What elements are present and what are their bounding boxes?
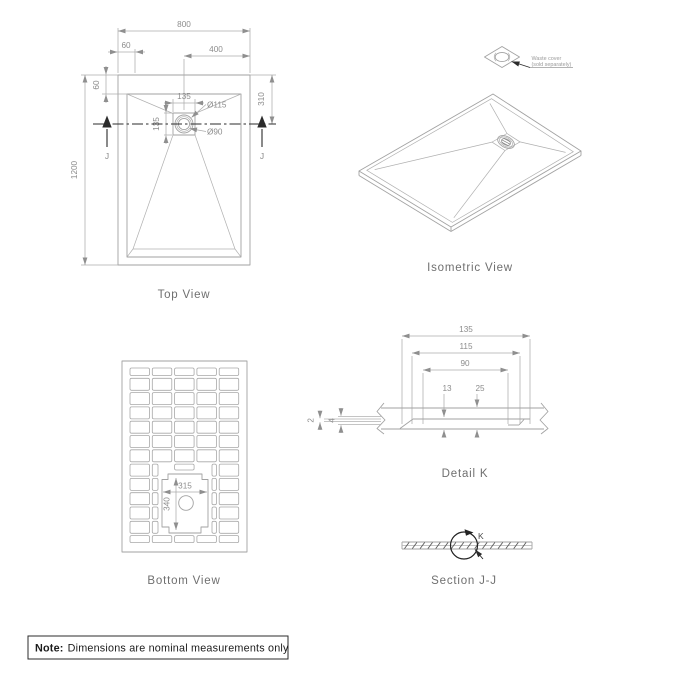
rib [175, 378, 195, 390]
rib [212, 521, 216, 533]
dim-310 [250, 75, 276, 124]
rib [130, 493, 150, 505]
note-text [35, 643, 289, 655]
dim-k13-label: 13 [442, 384, 452, 393]
rib [152, 393, 172, 405]
dim-1200-label: 1200 [70, 160, 79, 180]
rib [219, 464, 239, 476]
dim-k-2 [307, 411, 321, 431]
detail-letter-k: K [478, 531, 484, 541]
section-letter-left: J [104, 151, 110, 161]
dim-400-label: 400 [209, 45, 223, 54]
rib [212, 507, 216, 519]
rib [152, 450, 172, 462]
dim-60-horizontal [108, 41, 145, 73]
rib [212, 493, 216, 505]
rib [152, 407, 172, 419]
rib [197, 378, 217, 390]
rib [175, 536, 195, 543]
rib [175, 436, 195, 448]
rib [197, 536, 217, 543]
rib [130, 521, 150, 533]
rib [152, 521, 158, 533]
rib [219, 436, 239, 448]
rib [197, 421, 217, 433]
dim-k-90 [423, 359, 508, 370]
rib [130, 436, 150, 448]
rib [212, 464, 216, 476]
note-prefix: Note: [35, 642, 64, 655]
dim-k4-label: 4 [327, 418, 337, 423]
rib [152, 378, 172, 390]
dim-k2-label: 2 [306, 418, 316, 423]
waste-cover-plate [485, 47, 520, 68]
rib [219, 407, 239, 419]
drain-hole [179, 496, 194, 511]
dim-k-135 [402, 325, 530, 336]
rib [130, 450, 150, 462]
dim-340-label: 340 [162, 497, 172, 511]
section-arrow-left [102, 116, 111, 128]
note-body: Dimensions are nominal measurements only [67, 642, 289, 655]
iso-outer-edge [359, 94, 581, 227]
rib [152, 464, 158, 476]
rib [152, 507, 158, 519]
detail-k-pointer-arrow [475, 550, 483, 560]
rib [152, 478, 158, 490]
dim-k25-label: 25 [475, 384, 485, 393]
rib [130, 421, 150, 433]
section-line-jj [93, 116, 276, 162]
rib [219, 478, 239, 490]
dim-315-label: 315 [178, 481, 192, 491]
section-arrow-right [257, 116, 266, 128]
rib [152, 493, 158, 505]
dia-115-label: Ø115 [207, 100, 227, 110]
top-view-title: Top View [157, 289, 211, 301]
isometric-view-title: Isometric View [427, 262, 513, 274]
rib [197, 368, 217, 376]
note-box [28, 636, 289, 659]
rib [197, 450, 217, 462]
dim-k90-label: 90 [460, 359, 470, 368]
rib [175, 407, 195, 419]
rib [219, 536, 239, 543]
rib [152, 368, 172, 376]
rib [197, 407, 217, 419]
rib [219, 393, 239, 405]
rib [152, 421, 172, 433]
rib [219, 368, 239, 376]
section-jj-title: Section J-J [431, 575, 497, 587]
waste-cover-label-line2: (sold separately) [531, 62, 572, 69]
rib [175, 368, 195, 376]
dim-k-4 [328, 408, 342, 433]
rib [175, 464, 195, 470]
rib [130, 407, 150, 419]
rib [130, 507, 150, 519]
rib [219, 507, 239, 519]
dim-310-label: 310 [257, 92, 266, 106]
iso-rim-edge [367, 99, 574, 223]
waste-cover-ring [495, 52, 509, 61]
rib [197, 436, 217, 448]
waste-cover-label-line1: Waste cover [531, 55, 562, 62]
rib [152, 436, 172, 448]
rib [219, 493, 239, 505]
dim-340 [163, 478, 177, 530]
detail-k-view [307, 325, 549, 480]
dim-60h-label: 60 [121, 41, 131, 50]
rib [219, 378, 239, 390]
rib [130, 464, 150, 476]
dim-135v-label: 135 [152, 117, 161, 131]
rib [175, 393, 195, 405]
section-letter-right: J [259, 151, 265, 161]
dim-315 [163, 482, 207, 493]
dim-k135-label: 135 [459, 325, 473, 334]
waste-cover-leader-arrow [512, 62, 531, 68]
dia-90-label: Ø90 [207, 127, 223, 137]
top-view [70, 20, 276, 301]
dim-k-115 [412, 342, 520, 353]
rib [212, 478, 216, 490]
iso-drain [492, 133, 520, 151]
isometric-view [359, 47, 581, 275]
rib-grid [130, 368, 239, 543]
dim-60v-label: 60 [92, 80, 101, 90]
waste-cover-callout [485, 47, 574, 69]
dim-135h-label: 135 [177, 92, 191, 101]
dim-800-label: 800 [177, 20, 191, 29]
rib [130, 378, 150, 390]
rib [175, 421, 195, 433]
dim-1200 [70, 75, 118, 265]
detail-k-extension-lines [402, 339, 530, 424]
detail-k-title: Detail K [441, 468, 489, 480]
detail-k-profile [377, 403, 548, 434]
rib [219, 521, 239, 533]
iso-fold-lines [375, 103, 566, 217]
rib [219, 421, 239, 433]
bottom-view-title: Bottom View [147, 575, 221, 587]
section-jj-view [402, 529, 532, 587]
rib [175, 450, 195, 462]
rib [130, 536, 150, 543]
rib [219, 450, 239, 462]
bottom-view [122, 361, 247, 587]
bottom-outline [122, 361, 247, 552]
rib [130, 393, 150, 405]
rib [152, 536, 172, 543]
dim-60-vertical [92, 66, 127, 103]
dim-k115-label: 115 [459, 342, 473, 351]
rib [130, 368, 150, 376]
rib [197, 393, 217, 405]
rib [130, 478, 150, 490]
